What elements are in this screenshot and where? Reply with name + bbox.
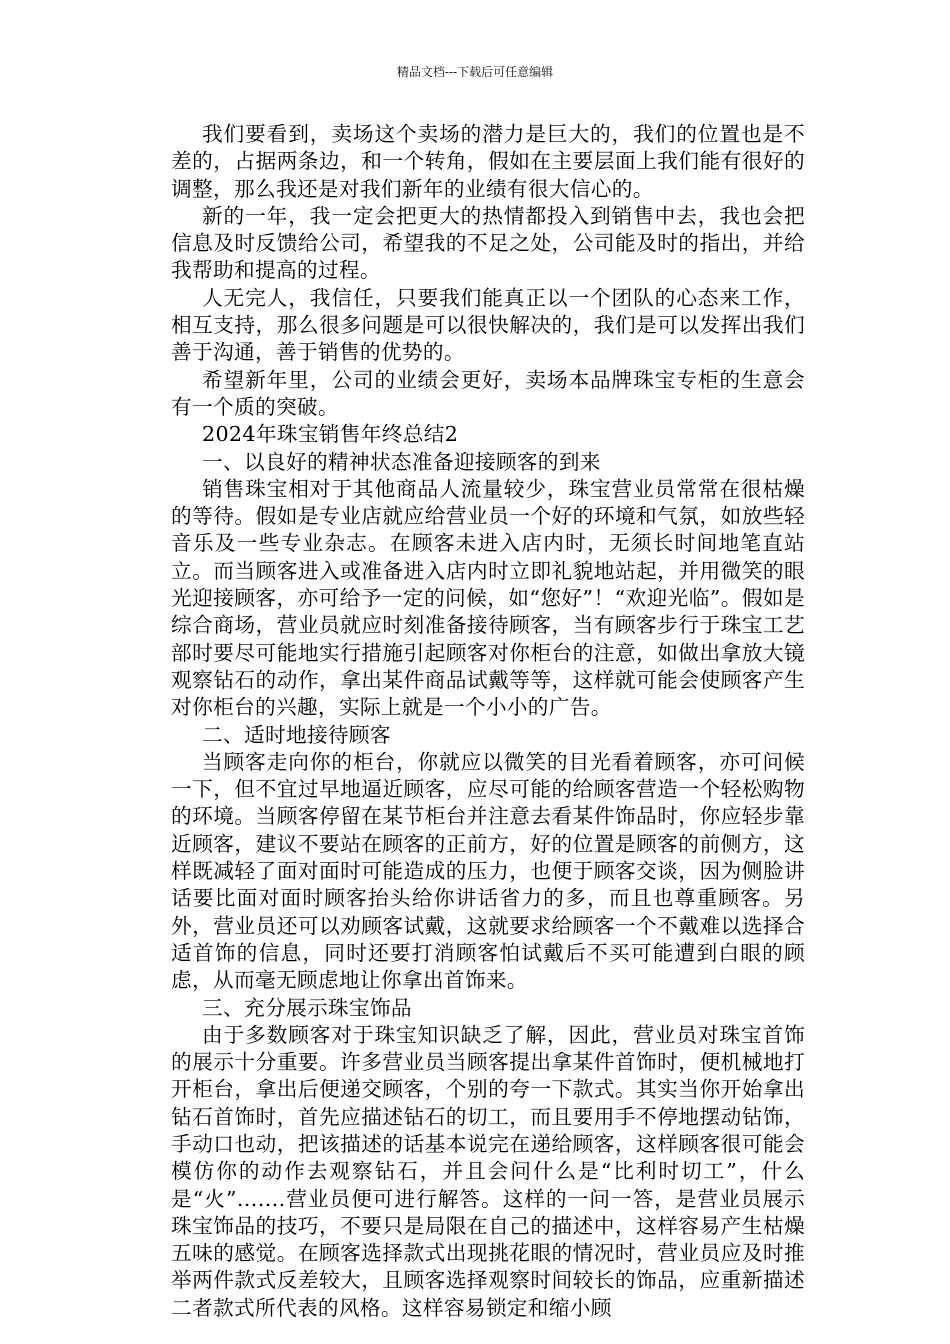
paragraph-new-year-hope: 希望新年里，公司的业绩会更好，卖场本品牌珠宝专柜的生意会有一个质的突破。 [171, 367, 805, 419]
heading-timely-reception: 二、适时地接待顾客 [202, 722, 391, 747]
heading-prepare-for-customers: 一、以良好的精神状态准备迎接顾客的到来 [202, 449, 601, 474]
paragraph-timely-reception: 当顾客走向你的柜台，你就应以微笑的目光看着顾客，亦可问候一下，但不宜过早地逼近顾客，应尽可能的给顾客营造一个轻松购物的环境。当顾客停留在某节柜台并注意去看某件饰品时，你应轻步靠近顾客，建议不要站在顾客的正前方，好的位置是顾客的前侧方，这样既减轻了面对面时可能造成的压力，也便于顾客交谈，因为侧脸讲话要比面对面时顾客抬头给你讲话省力的多，而且也尊重顾客。另外，营业员还可以劝顾客试戴，这就要求给顾客一个不戴难以选择合适首饰的信息，同时还要打消顾客怕试戴后不买可能遭到白眼的顾虑，从而毫无顾虑地让你拿出首饰来。 [171, 749, 805, 993]
paragraph-teamwork: 人无完人，我信任，只要我们能真正以一个团队的心态来工作，相互支持，那么很多问题是可以很快解决的，我们是可以发挥出我们善于沟通，善于销售的优势的。 [171, 285, 805, 365]
section-title: 2024年珠宝销售年终总结2 [202, 422, 459, 447]
paragraph-prepare-for-customers: 销售珠宝相对于其他商品人流量较少，珠宝营业员常常在很枯燥的等待。假如是专业店就应给营业员一个好的环境和气氛，如放些轻音乐及一些专业杂志。在顾客未进入店内时，无须长时间地笔直站立。而当顾客进入或准备进入店内时立即礼貌地站起，并用微笑的眼光迎接顾客，亦可给予一定的问候，如“您好”！“欢迎光临”。假如是综合商场，营业员就应时刻准备接待顾客，当有顾客步行于珠宝工艺部时要尽可能地实行措施引起顾客对你柜台的注意，如做出拿放大镜观察钻石的动作，拿出某件商品试戴等等，这样就可能会使顾客产生对你柜台的兴趣，实际上就是一个小小的广告。 [171, 476, 805, 720]
document-body [171, 121, 805, 1322]
paragraph-market-potential: 我们要看到，卖场这个卖场的潜力是巨大的，我们的位置也是不差的，占据两条边，和一个转角，假如在主要层面上我们能有很好的调整，那么我还是对我们新年的业绩有很大信心的。 [171, 122, 805, 201]
paragraph-display-jewelry: 由于多数顾客对于珠宝知识缺乏了解，因此，营业员对珠宝首饰的展示十分重要。许多营业员当顾客提出拿某件首饰时，便机械地打开柜台，拿出后便递交顾客，个别的夸一下款式。其实当你开始拿出钻石首饰时，首先应描述钻石的切工，而且要用手不停地摆动钻饰，手动口也动，把该描述的话基本说完在递给顾客，这样顾客很可能会模仿你的动作去观察钻石，并且会问什么是“比利时切工”，什么是“火”…….营业员便可进行解答。这样的一问一答，是营业员展示珠宝饰品的技巧，不要只是局限在自己的描述中，这样容易产生枯燥五味的感觉。在顾客选择款式出现挑花眼的情况时，营业员应及时推举两件款式反差较大，且顾客选择观察时间较长的饰品，应重新描述二者款式所代表的风格。这样容易锁定和缩小顾 [171, 1022, 805, 1320]
heading-display-jewelry: 三、充分展示珠宝饰品 [202, 995, 412, 1020]
paragraph-new-year-commitment: 新的一年，我一定会把更大的热情都投入到销售中去，我也会把信息及时反馈给公司，希望我的不足之处，公司能及时的指出，并给我帮助和提高的过程。 [171, 203, 805, 283]
page-header: 精品文档---下载后可任意编辑 [396, 65, 554, 79]
